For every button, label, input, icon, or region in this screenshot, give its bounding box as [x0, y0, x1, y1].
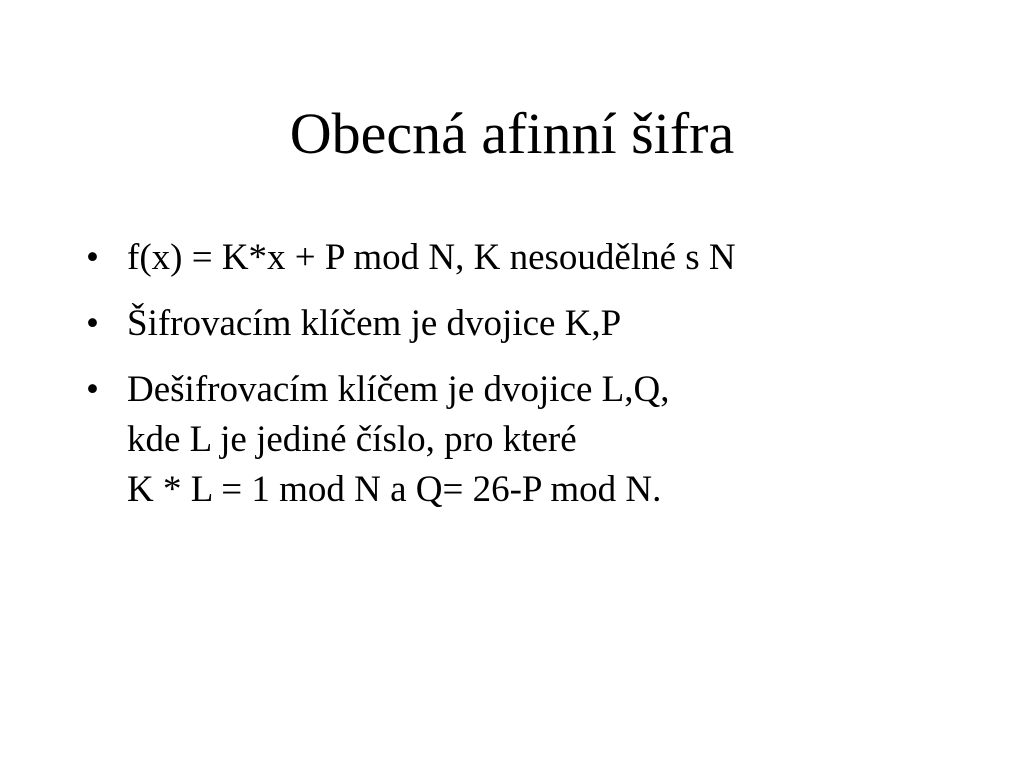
bullet-item [86, 299, 966, 349]
bullet-marker: • [86, 237, 99, 278]
bullet-text: f(x) = K*x + P mod N, K nesoudělné s N [127, 237, 736, 278]
bullet-text-line: kde L je jediné číslo, pro které [127, 419, 577, 460]
bullet-text-line: Dešifrovacím klíčem je dvojice L,Q, [127, 369, 670, 410]
bullet-item [86, 365, 966, 515]
bullet-text: Šifrovacím klíčem je dvojice K,P [127, 303, 622, 344]
slide-title: Obecná afinní šifra [289, 101, 735, 166]
bullet-list [86, 233, 966, 531]
bullet-marker: • [86, 369, 99, 410]
bullet-marker: • [86, 303, 99, 344]
bullet-item [86, 233, 966, 283]
bullet-text-line: K * L = 1 mod N a Q= 26-P mod N. [127, 469, 662, 510]
